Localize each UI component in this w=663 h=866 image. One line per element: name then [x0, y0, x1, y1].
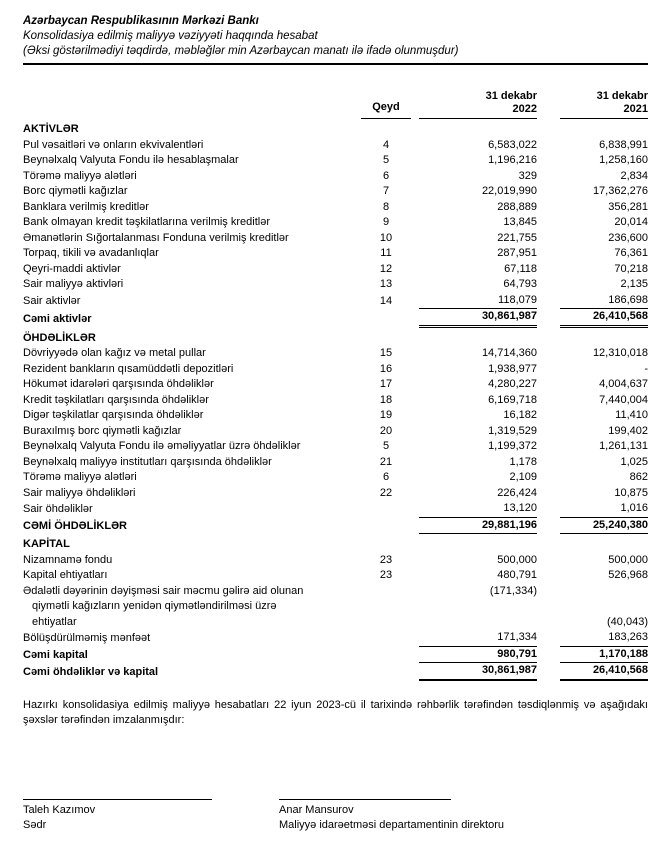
total-row — [23, 518, 648, 535]
table-row — [23, 470, 648, 486]
note-number: 5 — [382, 440, 390, 452]
value-2021: 186,698 — [537, 293, 648, 310]
table-row — [23, 424, 648, 440]
balance-sheet-table — [23, 90, 648, 681]
value-2021: 2,834 — [620, 169, 648, 182]
value-2021: 356,281 — [608, 200, 648, 213]
value-2021: 7,440,004 — [599, 393, 648, 406]
note-number: 13 — [379, 278, 393, 290]
value-2022: 1,938,977 — [488, 362, 537, 375]
value-2021: 26,410,568 — [537, 309, 648, 328]
value-2021: 1,016 — [537, 501, 648, 518]
document-subtitle: Konsolidasiya edilmiş maliyyə vəziyyəti haqqında hesabat — [23, 30, 318, 42]
note-number: 23 — [379, 553, 393, 566]
table-row — [23, 501, 648, 518]
value-2022: 16,182 — [503, 409, 537, 421]
value-2021: 26,410,568 — [537, 663, 648, 681]
row-label: Pul vəsaitləri və onların ekvivalentləri — [23, 138, 204, 151]
row-label: Bank olmayan kredit təşkilatlarına verilmiş kreditlər — [23, 216, 270, 228]
total-row — [23, 663, 648, 681]
row-label: qiymətli kağızların yenidən qiymətləndirilməsi üzrə — [32, 600, 277, 612]
row-label: Nizamnamə fondu — [23, 553, 113, 566]
table-row — [23, 377, 648, 393]
document-note: (Əksi göstərilmədiyi təqdirdə, məbləğlər min Azərbaycan manatı ilə ifadə olunmuşdur) — [23, 45, 459, 57]
value-2022: 64,793 — [503, 278, 537, 290]
row-label: Hökumət idarələri qarşısında öhdəliklər — [23, 378, 214, 390]
value-2021: 1,025 — [620, 455, 648, 468]
table-row — [23, 231, 648, 247]
row-label: Sair öhdəliklər — [23, 503, 93, 515]
table-row — [23, 455, 648, 471]
signature-left — [23, 799, 279, 833]
table-row — [23, 169, 648, 185]
document-header — [23, 14, 648, 65]
table-body — [23, 119, 648, 681]
table-row — [23, 393, 648, 409]
note-number: 19 — [379, 409, 393, 421]
note-number — [361, 647, 411, 664]
note-number: 15 — [379, 347, 393, 359]
value-2022 — [411, 599, 537, 615]
signatory-title: Maliyyə idarəetməsi departamentinin direktoru — [279, 818, 504, 831]
value-2022: 6,583,022 — [488, 138, 537, 151]
row-label: Ədalətli dəyərinin dəyişməsi sair məcmu gəlirə aid olunan — [23, 584, 304, 597]
value-2021 — [537, 584, 648, 600]
value-2021: 6,838,991 — [599, 138, 648, 151]
row-label: Bölüşdürülməmiş mənfəət — [23, 632, 151, 644]
note-number: 16 — [379, 362, 393, 375]
value-2021: 11,410 — [615, 409, 648, 421]
note-number: 6 — [382, 471, 390, 483]
note-number: 6 — [382, 169, 390, 182]
row-label: Kredit təşkilatları qarşısında öhdəliklər — [23, 393, 209, 406]
note-number — [361, 584, 411, 600]
value-2021: 236,600 — [608, 231, 648, 244]
row-label: Torpaq, tikili və avadanlıqlar — [23, 247, 159, 259]
value-2022: 221,755 — [497, 231, 537, 244]
value-2021: 10,875 — [614, 486, 648, 499]
value-2021: 526,968 — [608, 569, 648, 581]
note-number: 7 — [382, 185, 390, 197]
table-row — [23, 553, 648, 569]
table-row — [23, 584, 648, 600]
note-number: 5 — [382, 154, 390, 166]
table-row — [23, 277, 648, 293]
table-row — [23, 599, 648, 615]
note-number — [361, 501, 411, 518]
row-label: Beynəlxalq Valyuta Fondu ilə əməliyyatlar üzrə öhdəliklər — [23, 440, 301, 452]
note-number — [361, 599, 411, 615]
value-2022: 287,951 — [497, 247, 537, 259]
signatory-name: Anar Mansurov — [279, 803, 354, 816]
row-label: Sair aktivlər — [23, 294, 81, 307]
section-header-row — [23, 119, 648, 138]
value-2022: 1,319,529 — [488, 424, 537, 437]
note-number: 20 — [379, 424, 393, 437]
table-row — [23, 215, 648, 231]
value-2021: 25,240,380 — [537, 518, 648, 535]
row-label: Digər təşkilatlar qarşısında öhdəliklər — [23, 409, 204, 421]
row-label: CƏMİ ÖHDƏLİKLƏR — [23, 519, 128, 532]
row-label: Cəmi kapital — [23, 648, 88, 661]
column-header-2022-label: 31 dekabr 2022 — [419, 90, 537, 119]
row-label: Borc qiymətli kağızlar — [23, 185, 128, 197]
section-title: AKTİVLƏR — [23, 123, 79, 135]
value-2022: 67,118 — [504, 262, 537, 275]
value-2022: 980,791 — [411, 647, 537, 664]
value-2022: 226,424 — [497, 486, 537, 499]
value-2022: 118,079 — [411, 293, 537, 310]
value-2021: 1,170,188 — [537, 647, 648, 664]
value-2022: 288,889 — [497, 200, 537, 213]
table-row — [23, 184, 648, 200]
signature-section — [23, 799, 648, 833]
note-number: 9 — [382, 216, 390, 228]
value-2022: 13,120 — [411, 501, 537, 518]
column-header-empty — [23, 90, 361, 119]
column-header-2021-label: 31 dekabr 2021 — [560, 90, 648, 119]
value-2021: 2,135 — [620, 278, 648, 290]
signature-line-right — [279, 799, 451, 800]
value-2022: 480,791 — [497, 569, 537, 581]
value-2022: 30,861,987 — [411, 663, 537, 681]
note-number: 14 — [379, 294, 393, 307]
section-title: ÖHDƏLİKLƏR — [23, 331, 96, 344]
note-number: 22 — [379, 486, 393, 499]
row-label: Əmanətlərin Sığortalanması Fonduna verilmiş kreditlər — [23, 231, 289, 244]
table-row — [23, 246, 648, 262]
row-label: Rezident bankların qısamüddətli depozitləri — [23, 362, 234, 375]
table-row — [23, 293, 648, 310]
signature-line-left — [23, 799, 212, 800]
value-2021: 862 — [629, 471, 648, 483]
value-2022: 1,199,372 — [488, 440, 537, 452]
note-number: 18 — [379, 393, 393, 406]
column-header-qeyd — [361, 90, 411, 119]
row-label: Cəmi öhdəliklər və kapital — [23, 666, 159, 678]
value-2022: 500,000 — [497, 553, 537, 566]
value-2021: 70,218 — [614, 262, 648, 275]
row-label: ehtiyatlar — [32, 615, 77, 628]
value-2021: 500,000 — [608, 553, 648, 566]
value-2021: 1,261,131 — [599, 440, 648, 452]
note-number — [361, 309, 411, 328]
document-title: Azərbaycan Respublikasının Mərkəzi Bankı — [23, 15, 259, 27]
section-header-row — [23, 328, 648, 347]
value-2021: 20,014 — [614, 216, 648, 228]
value-2022: 4,280,227 — [488, 378, 537, 390]
table-row — [23, 408, 648, 424]
value-2022: 13,845 — [503, 216, 537, 228]
table-row — [23, 153, 648, 169]
value-2022: 1,178 — [509, 455, 537, 468]
value-2022: 30,861,987 — [411, 309, 537, 328]
value-2021: 12,310,018 — [592, 347, 648, 359]
table-row — [23, 200, 648, 216]
value-2022: 2,109 — [509, 471, 537, 483]
note-number: 21 — [379, 455, 393, 468]
note-number: 12 — [379, 262, 393, 275]
row-label: Beynəlxalq maliyyə institutları qarşısında öhdəliklər — [23, 455, 272, 468]
note-number — [361, 630, 411, 647]
signatory-name: Taleh Kazımov — [23, 803, 96, 816]
value-2021: 1,258,160 — [599, 154, 648, 166]
table-row — [23, 138, 648, 154]
row-label: Sair maliyyə aktivləri — [23, 278, 124, 290]
total-row — [23, 309, 648, 328]
note-number — [361, 518, 411, 535]
value-2022: 14,714,360 — [481, 347, 537, 359]
row-label: Cəmi aktivlər — [23, 313, 92, 325]
note-number: 17 — [379, 378, 393, 390]
value-2022 — [411, 615, 537, 631]
table-row — [23, 568, 648, 584]
row-label: Kapital ehtiyatları — [23, 569, 108, 581]
section-header-row — [23, 534, 648, 553]
value-2021: 17,362,276 — [592, 185, 648, 197]
row-label: Sair maliyyə öhdəlikləri — [23, 486, 136, 499]
value-2021: 4,004,637 — [599, 378, 648, 390]
row-label: Banklara verilmiş kreditlər — [23, 200, 149, 213]
column-header-qeyd-label: Qeyd — [361, 101, 411, 119]
note-number: 8 — [382, 200, 390, 213]
row-label: Törəmə maliyyə alətləri — [23, 471, 137, 483]
section-title: KAPİTAL — [23, 538, 70, 550]
table-row — [23, 630, 648, 647]
row-label: Dövriyyədə olan kağız və metal pullar — [23, 347, 206, 359]
table-row — [23, 439, 648, 455]
row-label: Beynəlxalq Valyuta Fondu ilə hesablaşmalar — [23, 154, 239, 166]
note-number — [361, 663, 411, 681]
table-row — [23, 362, 648, 378]
approval-paragraph: Hazırkı konsolidasiya edilmiş maliyyə hesabatları 22 iyun 2023-cü il tarixində rəhbərlik tərəfindən təsdiqlənmiş və aşağıdakı şəxslər tərəfindən imzalanmışdır: — [23, 698, 648, 726]
value-2021: (40,043) — [607, 615, 648, 628]
value-2021: - — [644, 362, 648, 375]
table-row — [23, 486, 648, 502]
table-row — [23, 262, 648, 278]
row-label: Buraxılmış borc qiymətli kağızlar — [23, 424, 182, 437]
note-number: 11 — [380, 247, 392, 259]
column-header-2021 — [537, 90, 648, 119]
value-2022: 22,019,990 — [481, 185, 537, 197]
value-2021: 199,402 — [608, 424, 648, 437]
value-2022: 329 — [518, 169, 537, 182]
value-2022: 29,881,196 — [411, 518, 537, 535]
total-row — [23, 647, 648, 664]
value-2021 — [537, 599, 648, 615]
value-2021: 76,361 — [614, 247, 648, 259]
value-2022: 1,196,216 — [488, 154, 537, 166]
table-row — [23, 615, 648, 631]
value-2022: 171,334 — [411, 630, 537, 647]
value-2022: 6,169,718 — [488, 393, 537, 406]
row-label: Qeyri-maddi aktivlər — [23, 262, 121, 275]
table-header-row — [23, 90, 648, 119]
value-2021: 183,263 — [537, 630, 648, 647]
value-2022: (171,334) — [489, 584, 537, 597]
note-number — [361, 615, 411, 631]
note-number: 10 — [379, 231, 393, 244]
table-row — [23, 346, 648, 362]
column-header-2022 — [411, 90, 537, 119]
row-label: Törəmə maliyyə alətləri — [23, 169, 137, 182]
signatory-title: Sədr — [23, 818, 47, 831]
signature-right — [279, 799, 504, 833]
note-number: 4 — [382, 138, 390, 151]
note-number: 23 — [379, 569, 393, 581]
